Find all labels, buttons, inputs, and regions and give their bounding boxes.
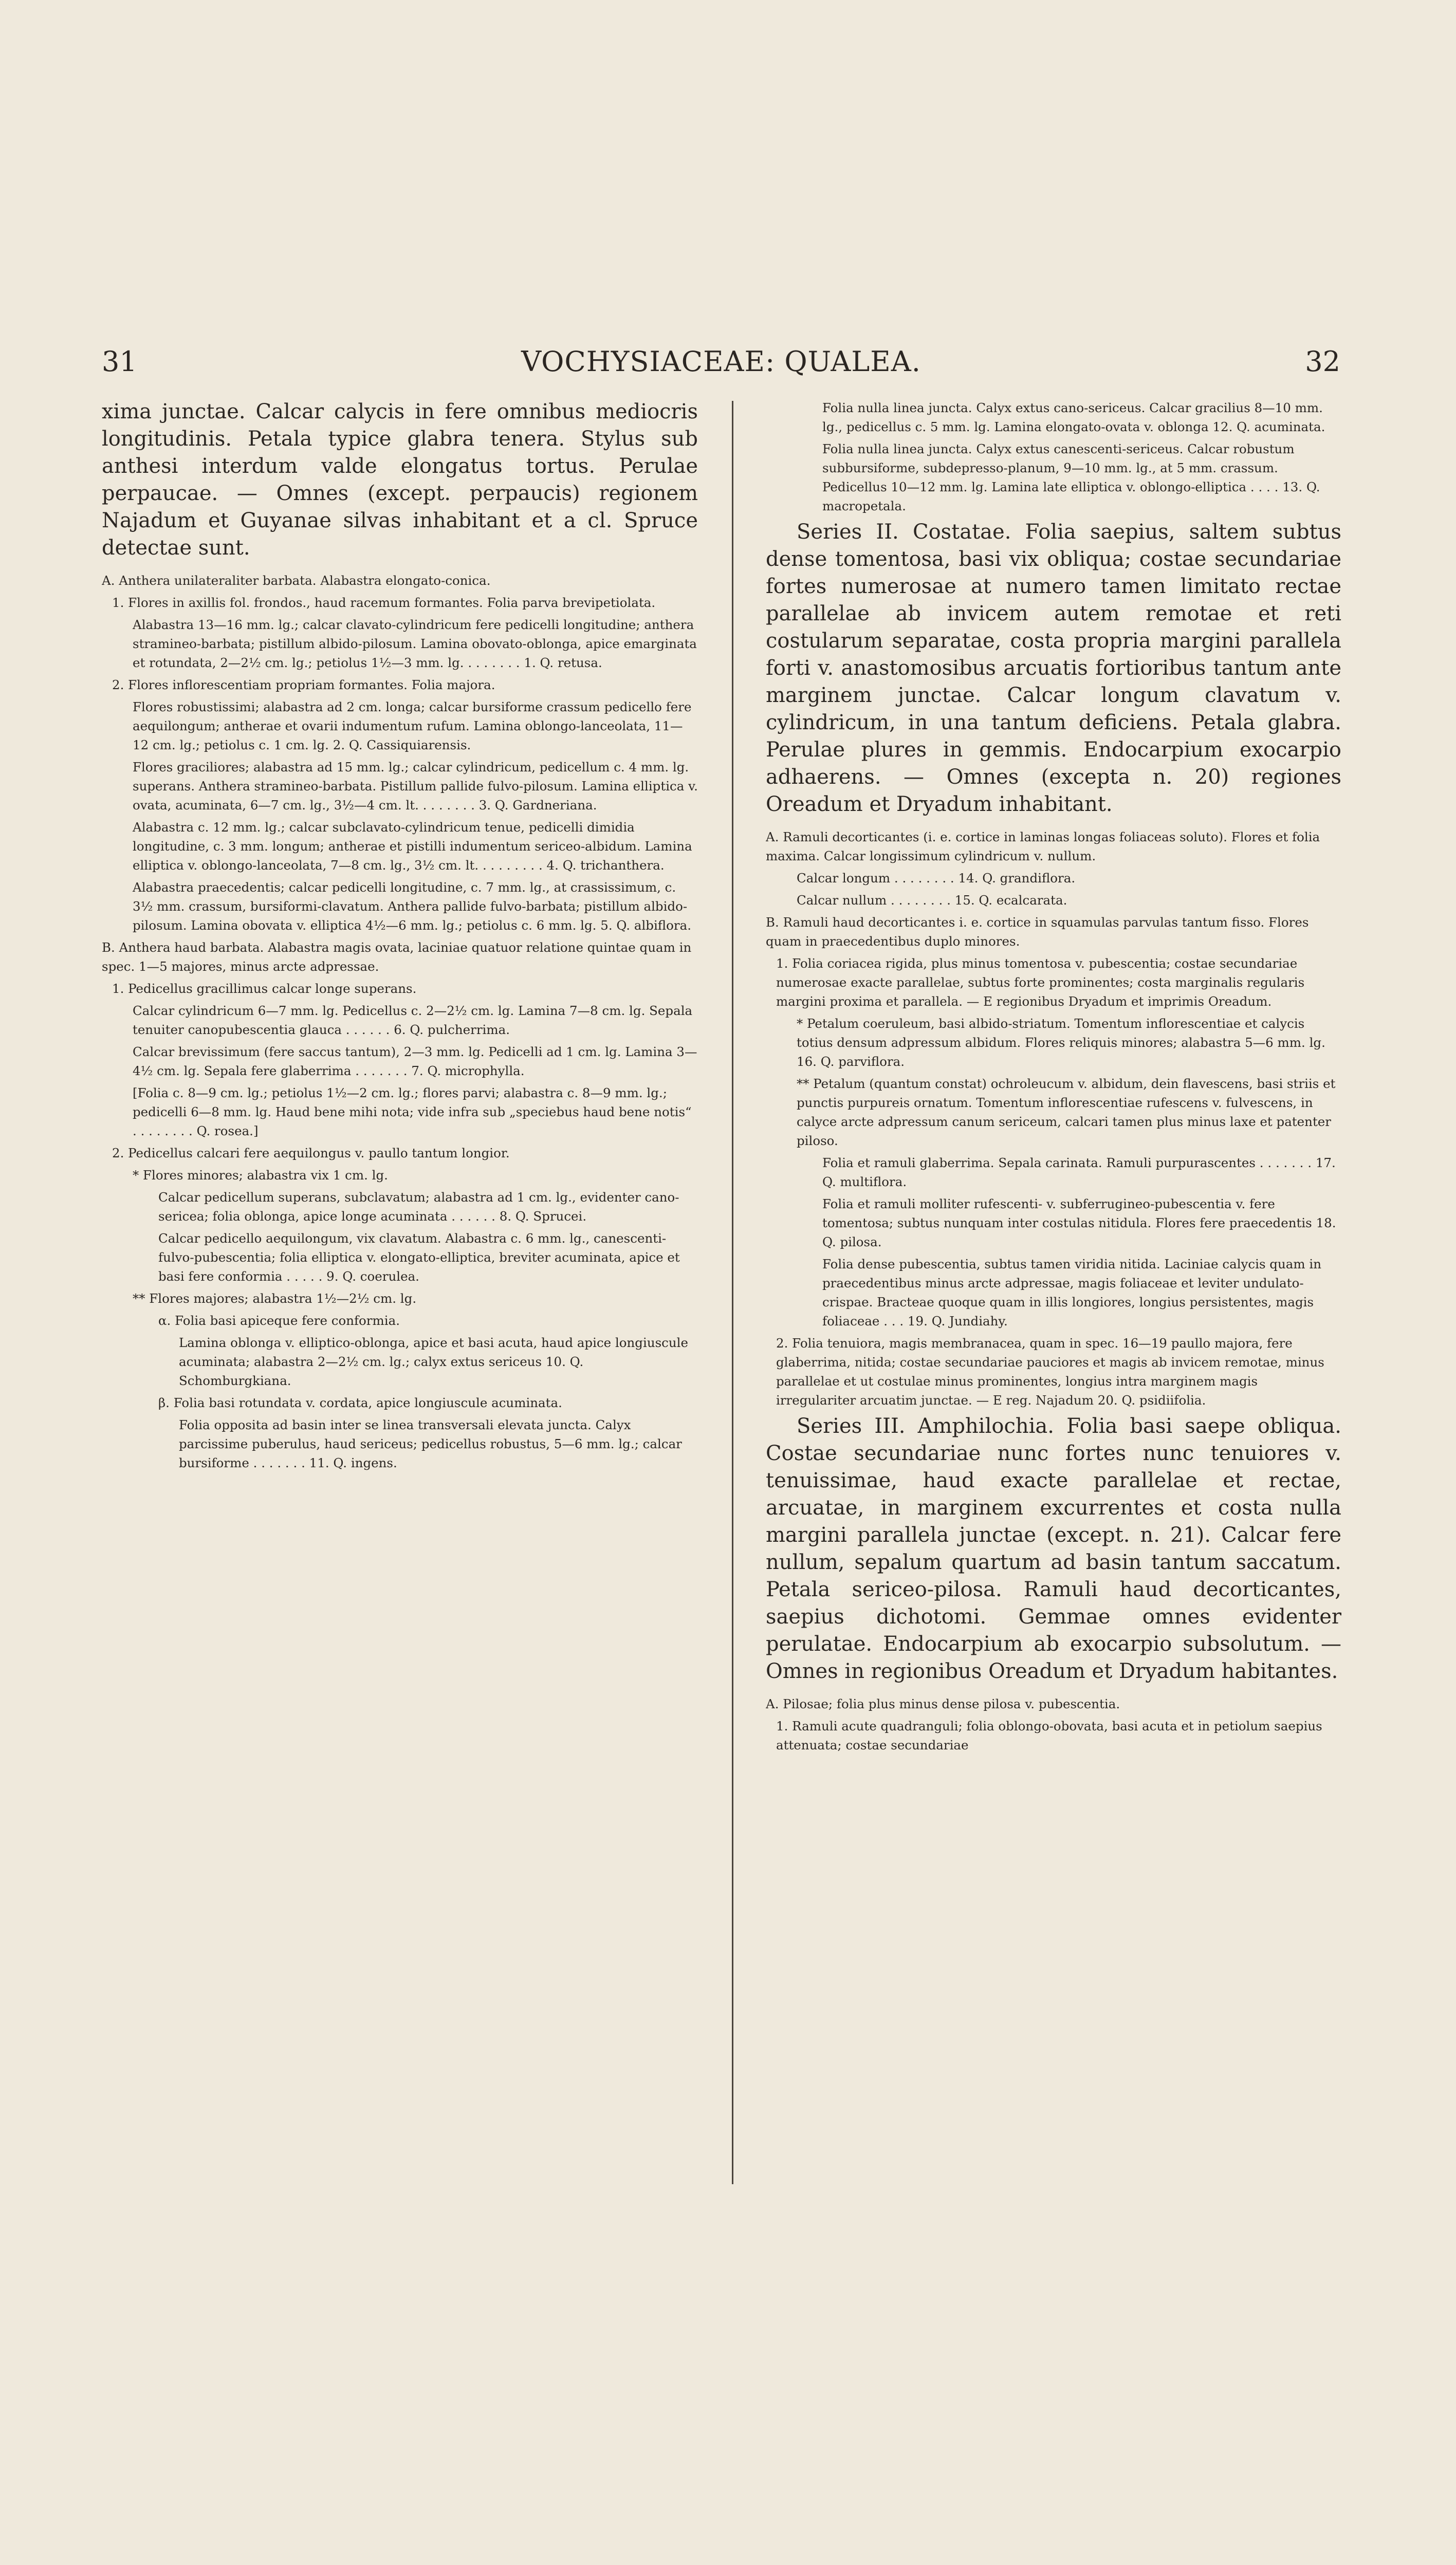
text-paragraph: Folia et ramuli glaberrima. Sepala carinata. Ramuli purpurascentes . . . . . . . 17. Q. multiflora. — [822, 1155, 1336, 1189]
text-paragraph: Series II. Costatae. Folia saepius, saltem subtus dense tomentosa, basi vix obliqua; costae secundariae fortes numerosae at numero tamen limitato rectae parallelae ab invicem autem remotae et reti costularum separatae, costa propria margini parallela forti v. anastomosibus arcuatis fortioribus tantum ante marginem junctae. Calcar longum clavatum v. cylindricum, in una tantum deficiens. Petala glabra. Perulae plures in gemmis. Endocarpium exocarpio adhaerens. — Omnes (excepta n. 20) regiones Oreadum et Dryadum inhabitant. — [766, 520, 1341, 816]
text-paragraph: Series III. Amphilochia. Folia basi saepe obliqua. Costae secundariae nunc fortes nunc tenuiores v. tenuissimae, haud exacte parallelae et rectae, arcuatae, in marginem excurrentes et costa nulla margini parallela junctae (except. n. 21). Calcar fere nullum, sepalum quartum ad basin tantum saccatum. Petala sericeo-pilosa. Ramuli haud decorticantes, saepius dichotomi. Gemmae omnes evidenter perulatae. Endocarpium ab exocarpio subsolutum. — Omnes in regionibus Oreadum et Dryadum habitantes. — [766, 1414, 1341, 1683]
text-paragraph: Folia dense pubescentia, subtus tamen viridia nitida. Laciniae calycis quam in praecedentibus minus arcte adpressae, magis foliaceae et leviter undulato-crispae. Bracteae quoque quam in illis longiores, longius persistentes, magis foliaceae . . . 19. Q. Jundiahy. — [822, 1257, 1322, 1328]
text-paragraph: Calcar nullum . . . . . . . . 15. Q. ecalcarata. — [797, 893, 1067, 908]
text-paragraph: Alabastra c. 12 mm. lg.; calcar subclavato-cylindricum tenue, pedicelli dimidia longitudine, c. 3 mm. longum; antherae et pistilli indumentum sericeo-albidum. Lamina elliptica v. oblongo-lanceolata, 7—8 cm. lg., 3½ cm. lt. . . . . . . . . 4. Q. trichanthera. — [133, 820, 692, 873]
text-paragraph: * Flores minores; alabastra vix 1 cm. lg. — [133, 1168, 388, 1183]
text-paragraph: 1. Ramuli acute quadranguli; folia oblongo-obovata, basi acuta et in petiolum saepius attenuata; costae secundariae — [776, 1719, 1322, 1752]
text-paragraph: 1. Flores in axillis fol. frondos., haud racemum formantes. Folia parva brevipetiolata. — [112, 595, 656, 610]
text-paragraph: Folia et ramuli molliter rufescenti- v. subferrugineo-pubescentia v. fere tomentosa; subtus nunquam inter costulas nitidula. Flores fere praecedentis 18. Q. pilosa. — [822, 1196, 1336, 1249]
left-column — [102, 398, 698, 2192]
text-paragraph: Calcar pedicellum superans, subclavatum; alabastra ad 1 cm. lg., evidenter cano-sericea; folia oblonga, apice longe acuminata . . . . . . 8. Q. Sprucei. — [158, 1190, 679, 1224]
text-paragraph: 2. Flores inflorescentiam propriam formantes. Folia majora. — [112, 677, 495, 692]
text-paragraph: 2. Pedicellus calcari fere aequilongus v. paullo tantum longior. — [112, 1146, 510, 1160]
text-paragraph: Folia nulla linea juncta. Calyx extus canescenti-sericeus. Calcar robustum subbursiforme, subdepresso-planum, 9—10 mm. lg., at 5 mm. crassum. Pedicellus 10—12 mm. lg. Lamina late elliptica v. oblongo-elliptica . . . . 13. Q. macropetala. — [822, 441, 1320, 513]
text-paragraph: A. Ramuli decorticantes (i. e. cortice in laminas longas foliaceas soluto). Flores et folia maxima. Calcar longissimum cylindricum v. nullum. — [766, 829, 1320, 863]
right-column — [766, 398, 1341, 2212]
text-paragraph: ** Flores majores; alabastra 1½—2½ cm. lg. — [133, 1291, 417, 1306]
text-paragraph: Calcar cylindricum 6—7 mm. lg. Pedicellus c. 2—2½ cm. lg. Lamina 7—8 cm. lg. Sepala tenuiter canopubescentia glauca . . . . . . 6. Q. pulcherrima. — [133, 1003, 693, 1037]
text-paragraph: Flores robustissimi; alabastra ad 2 cm. longa; calcar bursiforme crassum pedicello fere aequilongum; antherae et ovarii indumentum rufum. Lamina oblongo-lanceolata, 11—12 cm. lg.; petiolus c. 1 cm. lg. 2. Q. Cassiquiarensis. — [133, 699, 692, 752]
text-paragraph: Alabastra praecedentis; calcar pedicelli longitudine, c. 7 mm. lg., at crassissimum, c. 3½ mm. crassum, bursiformi-clavatum. Anthera pallide fulvo-barbata; pistillum albido-pilosum. Lamina obovata v. elliptica 4½—6 mm. lg.; petiolus c. 6 mm. lg. 5. Q. albiflora. — [133, 880, 692, 933]
text-paragraph: ** Petalum (quantum constat) ochroleucum v. albidum, dein flavescens, basi striis et punctis purpureis ornatum. Tomentum inflorescentiae rufescens v. fulvescens, in calyce arcte adpressum canum sericeum, calcari tamen plus minus laxe et patenter piloso. — [797, 1076, 1336, 1148]
text-paragraph: B. Ramuli haud decorticantes i. e. cortice in squamulas parvulas tantum fisso. Flores quam in praecedentibus duplo minores. — [766, 915, 1309, 949]
text-paragraph: 1. Folia coriacea rigida, plus minus tomentosa v. pubescentia; costae secundariae numerosae exacte parallelae, subtus forte prominentes; costa marginalis regularis margini proxima et parallela. — E regionibus Dryadum et imprimis Oreadum. — [776, 956, 1305, 1009]
text-paragraph: A. Pilosae; folia plus minus dense pilosa v. pubescentia. — [766, 1696, 1120, 1711]
text-paragraph: A. Anthera unilateraliter barbata. Alabastra elongato-conica. — [102, 573, 491, 588]
page-header — [102, 345, 1340, 386]
text-paragraph: * Petalum coeruleum, basi albido-striatum. Tomentum inflorescentiae et calycis totius densum adpressum albidum. Flores reliquis minores; alabastra 5—6 mm. lg. 16. Q. parviflora. — [797, 1016, 1325, 1069]
text-paragraph: Folia nulla linea juncta. Calyx extus cano-sericeus. Calcar gracilius 8—10 mm. lg., pedicellus c. 5 mm. lg. Lamina elongato-ovata v. oblonga 12. Q. acuminata. — [822, 400, 1325, 434]
text-paragraph: Flores graciliores; alabastra ad 15 mm. lg.; calcar cylindricum, pedicellum c. 4 mm. lg. superans. Anthera stramineo-barbata. Pistillum pallide fulvo-pilosum. Lamina elliptica v. ovata, acuminata, 6—7 cm. lg., 3½—4 cm. lt. . . . . . . . 3. Q. Gardneriana. — [133, 760, 698, 813]
text-paragraph: α. Folia basi apiceque fere conformia. — [158, 1313, 400, 1328]
text-paragraph: Calcar pedicello aequilongum, vix clavatum. Alabastra c. 6 mm. lg., canescenti-fulvo-pubescentia; folia elliptica v. elongato-elliptica, breviter acuminata, apice et basi fere conformia . . . . . 9. Q. coerulea. — [158, 1231, 680, 1284]
text-paragraph: Calcar longum . . . . . . . . 14. Q. grandiflora. — [797, 871, 1076, 885]
text-paragraph: xima junctae. Calcar calycis in fere omnibus mediocris longitudinis. Petala typice glabra tenera. Stylus sub anthesi interdum valde elongatus tortus. Perulae perpaucae. — Omnes (except. perpaucis) regionem Najadum et Guyanae silvas inhabitant et a cl. Spruce detectae sunt. — [102, 400, 698, 560]
text-paragraph: Alabastra 13—16 mm. lg.; calcar clavato-cylindricum fere pedicelli longitudine; anthera stramineo-barbata; pistillum albido-pilosum. Lamina obovato-oblonga, apice emarginata et rotundata, 2—2½ cm. lg.; petiolus 1½—3 mm. lg. . . . . . . . 1. Q. retusa. — [133, 617, 697, 670]
text-paragraph: 1. Pedicellus gracillimus calcar longe superans. — [112, 981, 417, 996]
text-paragraph: Calcar brevissimum (fere saccus tantum), 2—3 mm. lg. Pedicelli ad 1 cm. lg. Lamina 3—4½ cm. lg. Sepala fere glaberrima . . . . . . . 7. Q. microphylla. — [133, 1044, 697, 1078]
page-number-left: 31 — [102, 345, 137, 378]
running-title: VOCHYSIACEAE: QUALEA. — [521, 345, 921, 378]
text-paragraph: Folia opposita ad basin inter se linea transversali elevata juncta. Calyx parcissime puberulus, haud sericeus; pedicellus robustus, 5—6 mm. lg.; calcar bursiforme . . . . . . . 11. Q. ingens. — [179, 1417, 682, 1470]
text-paragraph: β. Folia basi rotundata v. cordata, apice longiuscule acuminata. — [158, 1395, 562, 1410]
text-paragraph: B. Anthera haud barbata. Alabastra magis ovata, laciniae quatuor relatione quintae quam in spec. 1—5 majores, minus arcte adpressae. — [102, 940, 692, 974]
text-paragraph: Lamina oblonga v. elliptico-oblonga, apice et basi acuta, haud apice longiuscule acuminata; alabastra 2—2½ cm. lg.; calyx extus sericeus 10. Q. Schomburgkiana. — [179, 1335, 689, 1388]
column-divider — [732, 401, 733, 2184]
text-paragraph: 2. Folia tenuiora, magis membranacea, quam in spec. 16—19 paullo majora, fere glaberrima, nitida; costae secundariae pauciores et magis ab invicem remotae, minus parallelae et ut costulae minus prominentes, longius intra marginem magis irregulariter arcuatim junctae. — E reg. Najadum 20. Q. psidiifolia. — [776, 1336, 1324, 1408]
text-paragraph: [Folia c. 8—9 cm. lg.; petiolus 1½—2 cm. lg.; flores parvi; alabastra c. 8—9 mm. lg.; pedicelli 6—8 mm. lg. Haud bene mihi nota; vide infra sub „speciebus haud bene notis“ . . . . . . . . Q. rosea.] — [133, 1085, 692, 1138]
page-number-right: 32 — [1305, 345, 1340, 378]
